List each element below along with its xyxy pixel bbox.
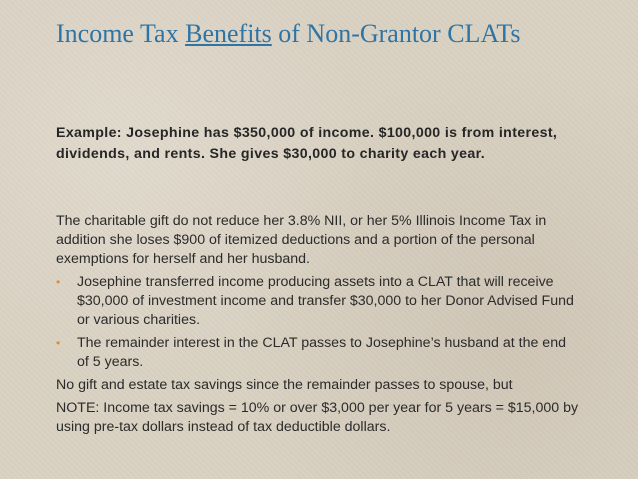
bullet-item	[56, 273, 596, 330]
title-underlined-word: Benefits	[185, 19, 272, 48]
bullet-item	[56, 334, 596, 372]
example-paragraph: Example: Josephine has $350,000 of income. $100,000 is from interest, dividends, and rents. She gives $30,000 to charity each year.	[56, 125, 558, 162]
bullet-text: Josephine transferred income producing assets into a CLAT that will receive $30,000 of investment income and transfer $30,000 to her Donor Advised Fund or various charities.	[77, 274, 574, 328]
intro-paragraph: The charitable gift do not reduce her 3.8% NII, or her 5% Illinois Income Tax in addition she loses $900 of itemized deductions and a portion of the personal exemptions for herself and her husband.	[56, 213, 547, 267]
bullet-icon: •	[56, 336, 61, 350]
title-part-2: of Non-Grantor CLATs	[271, 19, 521, 48]
bullet-text: The remainder interest in the CLAT passes to Josephine’s husband at the end of 5 years.	[77, 335, 566, 370]
bullet-list	[56, 273, 596, 372]
gift-tax-paragraph: No gift and estate tax savings since the remainder passes to spouse, but	[56, 377, 513, 393]
note-paragraph: NOTE: Income tax savings = 10% or over $3,000 per year for 5 years = $15,000 by using pre-tax dollars instead of tax deductible dollars.	[56, 400, 579, 435]
slide-title	[56, 19, 521, 49]
bullet-icon: •	[56, 275, 61, 289]
body-content	[56, 212, 596, 437]
title-part-1: Income Tax	[56, 19, 186, 48]
